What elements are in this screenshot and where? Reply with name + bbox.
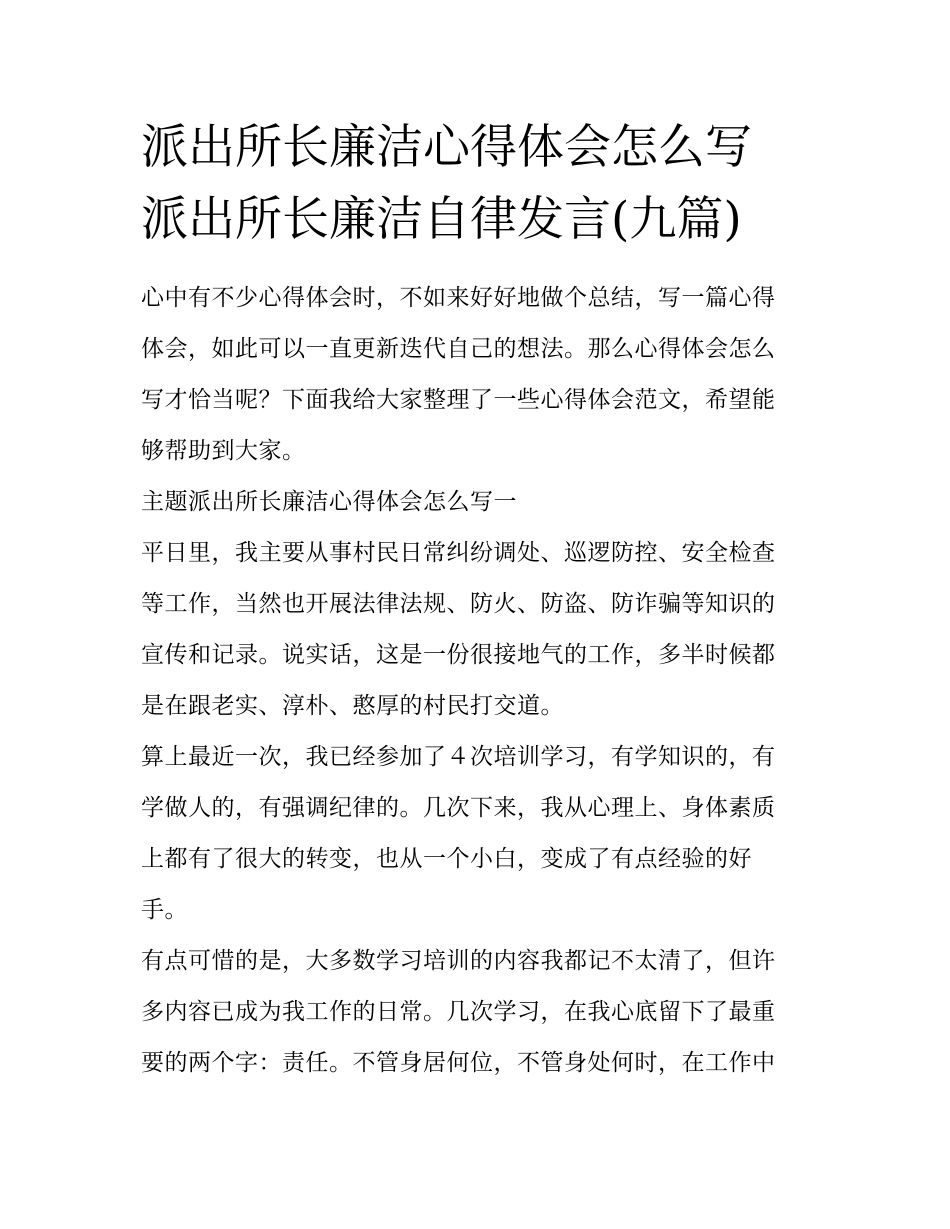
body-paragraph xyxy=(141,732,813,936)
body-paragraph xyxy=(141,936,813,1089)
title-line-2: 派出所长廉洁自律发言(九篇) xyxy=(141,192,742,247)
text-line: 多内容已成为我工作的日常。几次学习，在我心底留下了最重 xyxy=(141,999,776,1025)
title-line-1: 派出所长廉洁心得体会怎么写 xyxy=(141,120,752,175)
text-line: 要的两个字：责任。不管身居何位，不管身处何时，在工作中 xyxy=(141,1050,776,1076)
text-line: 够帮助到大家。 xyxy=(141,438,306,464)
body-paragraph xyxy=(141,528,813,732)
document-title xyxy=(141,112,813,256)
text-line: 等工作，当然也开展法律法规、防火、防盗、防诈骗等知识的 xyxy=(141,591,776,617)
section-heading xyxy=(141,477,813,528)
text-line: 主题派出所长廉洁心得体会怎么写一 xyxy=(141,489,517,515)
text-line: 是在跟老实、淳朴、憨厚的村民打交道。 xyxy=(141,693,564,719)
text-line: 平日里，我主要从事村民日常纠纷调处、巡逻防控、安全检查 xyxy=(141,540,776,566)
text-line: 有点可惜的是，大多数学习培训的内容我都记不太清了，但许 xyxy=(141,948,776,974)
text-line: 上都有了很大的转变，也从一个小白，变成了有点经验的好 xyxy=(141,846,752,872)
text-line: 心中有不少心得体会时，不如来好好地做个总结，写一篇心得 xyxy=(141,285,776,311)
text-line: 手。 xyxy=(141,897,188,923)
document-body xyxy=(141,112,813,1089)
text-line: 宣传和记录。说实话，这是一份很接地气的工作，多半时候都 xyxy=(141,642,776,668)
intro-paragraph xyxy=(141,273,813,477)
text-line: 学做人的，有强调纪律的。几次下来，我从心理上、身体素质 xyxy=(141,795,776,821)
text-line: 体会，如此可以一直更新迭代自己的想法。那么心得体会怎么 xyxy=(141,336,776,362)
text-line: 算上最近一次，我已经参加了４次培训学习，有学知识的，有 xyxy=(141,744,776,770)
text-line: 写才恰当呢？下面我给大家整理了一些心得体会范文，希望能 xyxy=(141,387,776,413)
